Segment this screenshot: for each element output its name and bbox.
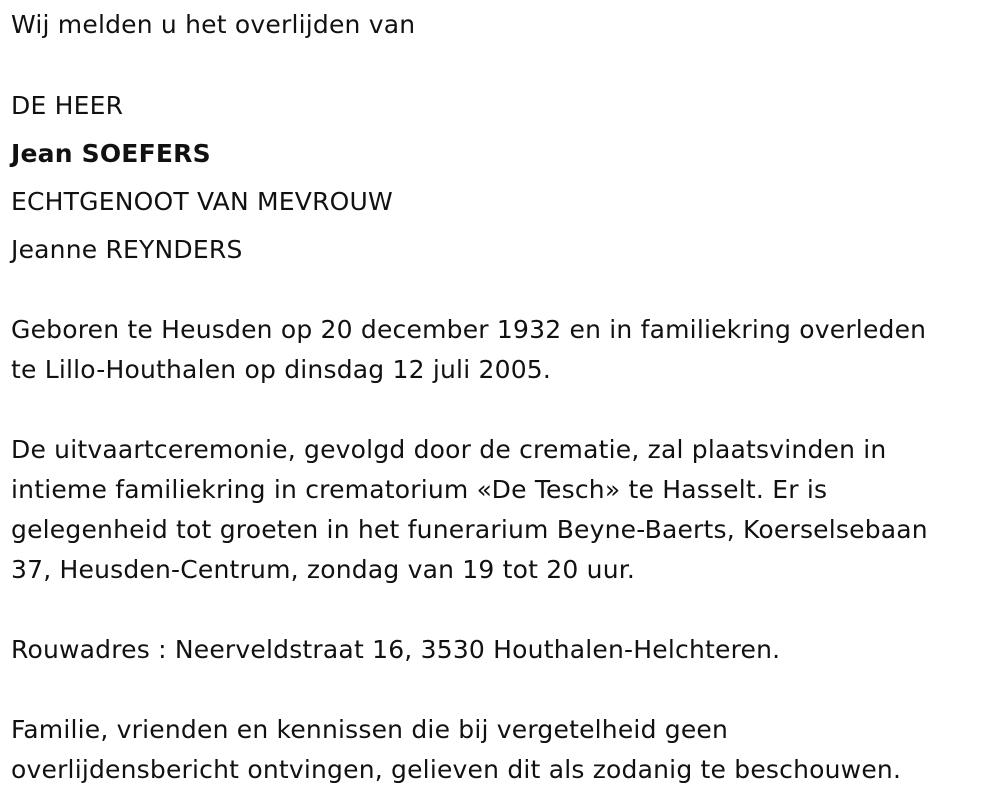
ceremony-line-1: De uitvaartceremonie, gevolgd door de crematie, zal plaatsvinden in [11,435,887,464]
title-text: DE HEER [11,91,124,120]
spouse-name: Jeanne REYNDERS [11,235,243,264]
address-line: Rouwadres : Neerveldstraat 16, 3530 Houthalen-Helchteren. [11,635,781,664]
birth-death-line-2: te Lillo-Houthalen op dinsdag 12 juli 2005. [11,355,552,384]
closing-line-2: overlijdensbericht ontvingen, gelieven dit als zodanig te beschouwen. [11,755,902,784]
ceremony-line-3: gelegenheid tot groeten in het funerarium Beyne-Baerts, Koerselsebaan [11,515,928,544]
spouse-label: ECHTGENOOT VAN MEVROUW [11,187,393,216]
closing-line-1: Familie, vrienden en kennissen die bij vergetelheid geen [11,715,729,744]
ceremony-line-4: 37, Heusden-Centrum, zondag van 19 tot 20 uur. [11,555,636,584]
ceremony-line-2: intieme familiekring in crematorium «De Tesch» te Hasselt. Er is [11,475,828,504]
intro-text: Wij melden u het overlijden van [11,10,416,39]
deceased-name: Jean SOEFERS [11,139,211,168]
birth-death-line-1: Geboren te Heusden op 20 december 1932 en in familiekring overleden [11,315,927,344]
